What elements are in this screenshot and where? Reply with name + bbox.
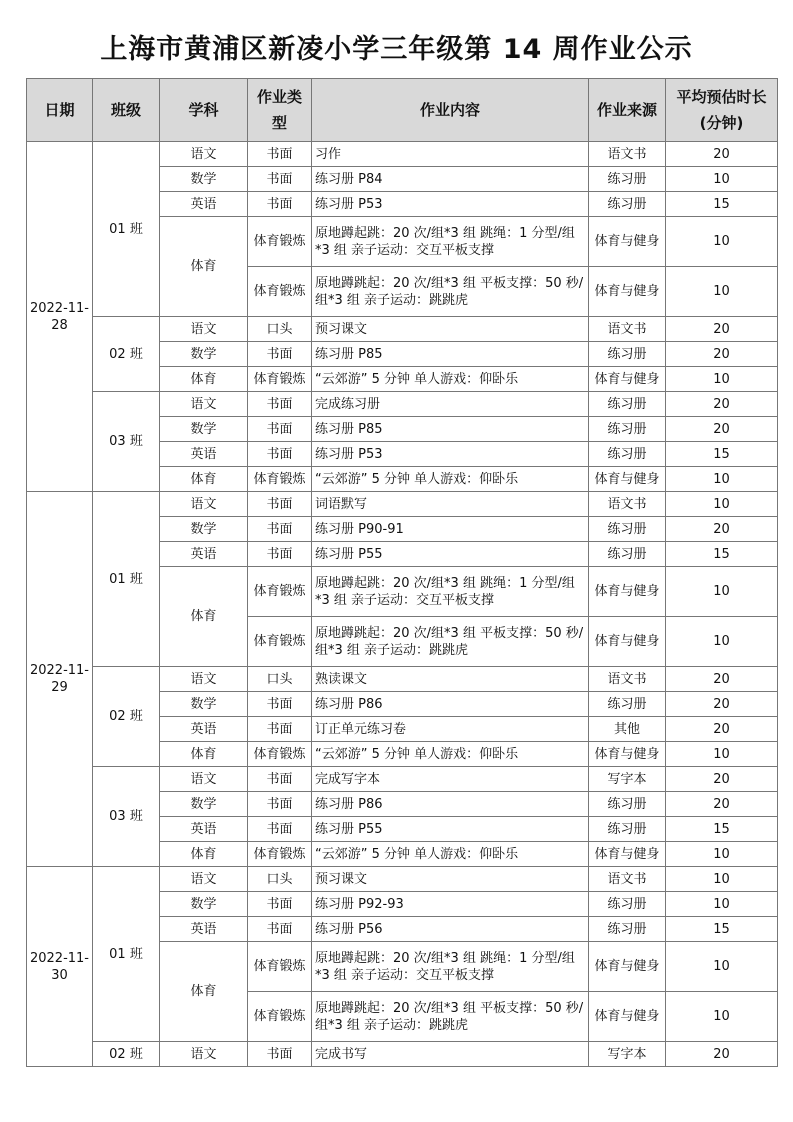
- class-cell: 02 班: [93, 317, 160, 392]
- source-cell: 体育与健身: [589, 942, 666, 992]
- class-cell: 03 班: [93, 767, 160, 867]
- source-cell: 体育与健身: [589, 567, 666, 617]
- header-class: 班级: [93, 79, 160, 142]
- source-cell: 练习册: [589, 892, 666, 917]
- source-cell: 体育与健身: [589, 267, 666, 317]
- time-cell: 10: [666, 267, 778, 317]
- content-cell: 练习册 P90-91: [312, 517, 589, 542]
- content-cell: 练习册 P92-93: [312, 892, 589, 917]
- type-cell: 书面: [248, 817, 312, 842]
- content-cell: 练习册 P84: [312, 167, 589, 192]
- content-cell: 练习册 P53: [312, 442, 589, 467]
- type-cell: 口头: [248, 317, 312, 342]
- content-cell: 完成书写: [312, 1042, 589, 1067]
- subject-cell: 语文: [160, 1042, 248, 1067]
- class-cell: 01 班: [93, 867, 160, 1042]
- subject-cell: 体育: [160, 567, 248, 667]
- table-header: [27, 79, 778, 142]
- subject-cell: 数学: [160, 342, 248, 367]
- time-cell: 20: [666, 792, 778, 817]
- source-cell: 语文书: [589, 867, 666, 892]
- source-cell: 语文书: [589, 317, 666, 342]
- type-cell: 书面: [248, 442, 312, 467]
- type-cell: 书面: [248, 717, 312, 742]
- type-cell: 体育锻炼: [248, 567, 312, 617]
- table-row: [27, 767, 778, 792]
- content-cell: 练习册 P55: [312, 542, 589, 567]
- type-cell: 书面: [248, 692, 312, 717]
- content-cell: 订正单元练习卷: [312, 717, 589, 742]
- subject-cell: 数学: [160, 517, 248, 542]
- table-body: [27, 142, 778, 1067]
- subject-cell: 语文: [160, 667, 248, 692]
- type-cell: 体育锻炼: [248, 217, 312, 267]
- time-cell: 10: [666, 842, 778, 867]
- subject-cell: 体育: [160, 367, 248, 392]
- content-cell: 原地蹲起跳：20 次/组*3 组 跳绳：1 分型/组*3 组 亲子运动：交互平板支撑: [312, 942, 589, 992]
- time-cell: 15: [666, 817, 778, 842]
- content-cell: 预习课文: [312, 317, 589, 342]
- source-cell: 练习册: [589, 817, 666, 842]
- type-cell: 体育锻炼: [248, 942, 312, 992]
- content-cell: 练习册 P86: [312, 792, 589, 817]
- table-row: [27, 142, 778, 167]
- source-cell: 练习册: [589, 342, 666, 367]
- subject-cell: 体育: [160, 217, 248, 317]
- type-cell: 书面: [248, 892, 312, 917]
- source-cell: 体育与健身: [589, 367, 666, 392]
- content-cell: “云郊游” 5 分钟 单人游戏：仰卧乐: [312, 742, 589, 767]
- subject-cell: 语文: [160, 492, 248, 517]
- content-cell: 练习册 P86: [312, 692, 589, 717]
- class-cell: 03 班: [93, 392, 160, 492]
- subject-cell: 英语: [160, 542, 248, 567]
- header-row: [27, 79, 778, 142]
- time-cell: 10: [666, 467, 778, 492]
- source-cell: 练习册: [589, 442, 666, 467]
- subject-cell: 数学: [160, 417, 248, 442]
- source-cell: 语文书: [589, 142, 666, 167]
- subject-cell: 体育: [160, 942, 248, 1042]
- source-cell: 练习册: [589, 417, 666, 442]
- time-cell: 15: [666, 542, 778, 567]
- time-cell: 10: [666, 867, 778, 892]
- time-cell: 20: [666, 692, 778, 717]
- time-cell: 20: [666, 417, 778, 442]
- time-cell: 15: [666, 917, 778, 942]
- content-cell: 原地蹲起跳：20 次/组*3 组 跳绳：1 分型/组*3 组 亲子运动：交互平板支撑: [312, 217, 589, 267]
- class-cell: 02 班: [93, 1042, 160, 1067]
- source-cell: 练习册: [589, 792, 666, 817]
- type-cell: 书面: [248, 342, 312, 367]
- content-cell: “云郊游” 5 分钟 单人游戏：仰卧乐: [312, 367, 589, 392]
- content-cell: 练习册 P56: [312, 917, 589, 942]
- class-cell: 02 班: [93, 667, 160, 767]
- subject-cell: 英语: [160, 717, 248, 742]
- content-cell: 练习册 P53: [312, 192, 589, 217]
- subject-cell: 数学: [160, 792, 248, 817]
- type-cell: 书面: [248, 142, 312, 167]
- source-cell: 其他: [589, 717, 666, 742]
- subject-cell: 语文: [160, 142, 248, 167]
- content-cell: 练习册 P85: [312, 342, 589, 367]
- time-cell: 20: [666, 717, 778, 742]
- source-cell: 语文书: [589, 492, 666, 517]
- time-cell: 10: [666, 492, 778, 517]
- type-cell: 书面: [248, 767, 312, 792]
- source-cell: 写字本: [589, 1042, 666, 1067]
- time-cell: 10: [666, 367, 778, 392]
- content-cell: 习作: [312, 142, 589, 167]
- type-cell: 书面: [248, 917, 312, 942]
- time-cell: 20: [666, 342, 778, 367]
- subject-cell: 英语: [160, 442, 248, 467]
- time-cell: 15: [666, 192, 778, 217]
- date-cell: 2022-11-29: [27, 492, 93, 867]
- table-row: [27, 867, 778, 892]
- time-cell: 10: [666, 567, 778, 617]
- time-cell: 20: [666, 667, 778, 692]
- time-cell: 20: [666, 142, 778, 167]
- subject-cell: 体育: [160, 742, 248, 767]
- type-cell: 口头: [248, 667, 312, 692]
- table-row: [27, 492, 778, 517]
- content-cell: 熟读课文: [312, 667, 589, 692]
- subject-cell: 体育: [160, 842, 248, 867]
- header-subject: 学科: [160, 79, 248, 142]
- time-cell: 10: [666, 217, 778, 267]
- time-cell: 10: [666, 617, 778, 667]
- class-cell: 01 班: [93, 492, 160, 667]
- table-row: [27, 1042, 778, 1067]
- content-cell: 完成练习册: [312, 392, 589, 417]
- type-cell: 书面: [248, 542, 312, 567]
- page-title: 上海市黄浦区新凌小学三年级第 14 周作业公示: [100, 34, 693, 65]
- source-cell: 练习册: [589, 192, 666, 217]
- time-cell: 20: [666, 767, 778, 792]
- type-cell: 书面: [248, 392, 312, 417]
- table-row: [27, 392, 778, 417]
- content-cell: “云郊游” 5 分钟 单人游戏：仰卧乐: [312, 842, 589, 867]
- content-cell: 原地蹲起跳：20 次/组*3 组 跳绳：1 分型/组*3 组 亲子运动：交互平板支撑: [312, 567, 589, 617]
- type-cell: 书面: [248, 417, 312, 442]
- subject-cell: 数学: [160, 892, 248, 917]
- type-cell: 体育锻炼: [248, 742, 312, 767]
- time-cell: 10: [666, 892, 778, 917]
- content-cell: 练习册 P55: [312, 817, 589, 842]
- source-cell: 写字本: [589, 767, 666, 792]
- source-cell: 体育与健身: [589, 617, 666, 667]
- time-cell: 10: [666, 742, 778, 767]
- time-cell: 10: [666, 167, 778, 192]
- subject-cell: 英语: [160, 917, 248, 942]
- content-cell: “云郊游” 5 分钟 单人游戏：仰卧乐: [312, 467, 589, 492]
- source-cell: 练习册: [589, 917, 666, 942]
- type-cell: 书面: [248, 167, 312, 192]
- subject-cell: 数学: [160, 167, 248, 192]
- source-cell: 练习册: [589, 392, 666, 417]
- subject-cell: 体育: [160, 467, 248, 492]
- header-content: 作业内容: [312, 79, 589, 142]
- date-cell: 2022-11-30: [27, 867, 93, 1067]
- source-cell: 体育与健身: [589, 217, 666, 267]
- source-cell: 体育与健身: [589, 842, 666, 867]
- source-cell: 体育与健身: [589, 467, 666, 492]
- content-cell: 原地蹲跳起：20 次/组*3 组 平板支撑：50 秒/组*3 组 亲子运动：跳跳虎: [312, 267, 589, 317]
- time-cell: 15: [666, 442, 778, 467]
- subject-cell: 语文: [160, 767, 248, 792]
- header-type: 作业类型: [248, 79, 312, 142]
- subject-cell: 语文: [160, 317, 248, 342]
- type-cell: 体育锻炼: [248, 842, 312, 867]
- source-cell: 体育与健身: [589, 742, 666, 767]
- time-cell: 20: [666, 317, 778, 342]
- source-cell: 练习册: [589, 692, 666, 717]
- type-cell: 体育锻炼: [248, 467, 312, 492]
- time-cell: 20: [666, 392, 778, 417]
- source-cell: 体育与健身: [589, 992, 666, 1042]
- header-source: 作业来源: [589, 79, 666, 142]
- table-row: [27, 667, 778, 692]
- type-cell: 体育锻炼: [248, 267, 312, 317]
- type-cell: 体育锻炼: [248, 617, 312, 667]
- type-cell: 书面: [248, 1042, 312, 1067]
- type-cell: 口头: [248, 867, 312, 892]
- source-cell: 练习册: [589, 517, 666, 542]
- type-cell: 体育锻炼: [248, 367, 312, 392]
- source-cell: 练习册: [589, 542, 666, 567]
- time-cell: 20: [666, 517, 778, 542]
- content-cell: 预习课文: [312, 867, 589, 892]
- class-cell: 01 班: [93, 142, 160, 317]
- content-cell: 词语默写: [312, 492, 589, 517]
- content-cell: 完成写字本: [312, 767, 589, 792]
- time-cell: 10: [666, 942, 778, 992]
- subject-cell: 语文: [160, 392, 248, 417]
- type-cell: 书面: [248, 792, 312, 817]
- type-cell: 体育锻炼: [248, 992, 312, 1042]
- source-cell: 练习册: [589, 167, 666, 192]
- type-cell: 书面: [248, 192, 312, 217]
- type-cell: 书面: [248, 517, 312, 542]
- subject-cell: 英语: [160, 192, 248, 217]
- table-row: [27, 317, 778, 342]
- header-date: 日期: [27, 79, 93, 142]
- header-time: 平均预估时长(分钟): [666, 79, 778, 142]
- homework-table: [26, 78, 778, 1067]
- time-cell: 10: [666, 992, 778, 1042]
- subject-cell: 数学: [160, 692, 248, 717]
- source-cell: 语文书: [589, 667, 666, 692]
- content-cell: 原地蹲跳起：20 次/组*3 组 平板支撑：50 秒/组*3 组 亲子运动：跳跳虎: [312, 992, 589, 1042]
- date-cell: 2022-11-28: [27, 142, 93, 492]
- time-cell: 20: [666, 1042, 778, 1067]
- type-cell: 书面: [248, 492, 312, 517]
- content-cell: 练习册 P85: [312, 417, 589, 442]
- content-cell: 原地蹲跳起：20 次/组*3 组 平板支撑：50 秒/组*3 组 亲子运动：跳跳虎: [312, 617, 589, 667]
- subject-cell: 语文: [160, 867, 248, 892]
- subject-cell: 英语: [160, 817, 248, 842]
